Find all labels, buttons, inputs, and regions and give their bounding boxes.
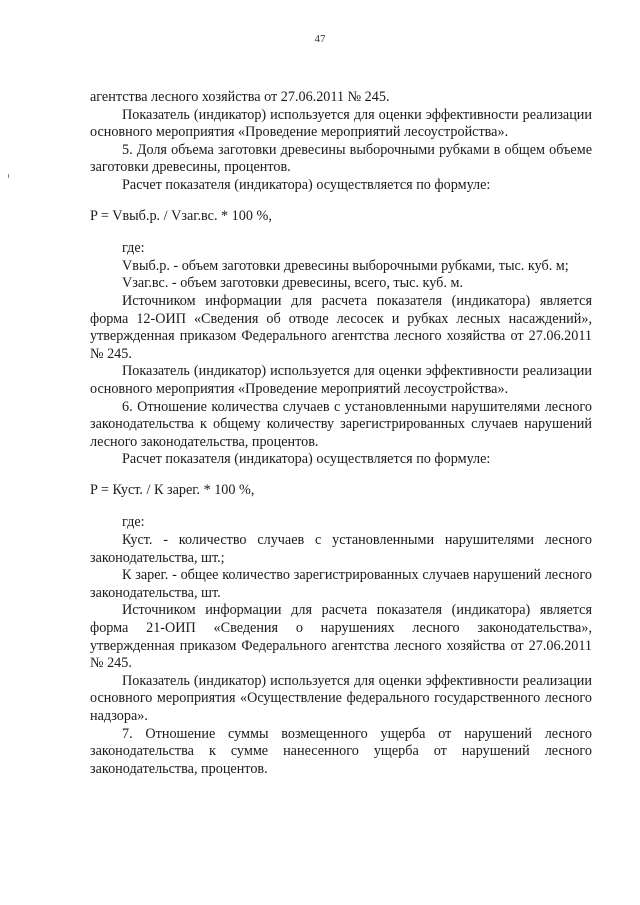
- document-body: [90, 89, 592, 778]
- paragraph: Расчет показателя (индикатора) осуществляется по формуле:: [122, 451, 491, 468]
- paragraph: агентства лесного хозяйства от 27.06.2011 № 245.: [90, 89, 390, 105]
- section-heading-5: 5. Доля объема заготовки древесины выборочными рубками в общем объеме заготовки древесины, процентов.: [90, 141, 592, 176]
- formula-definition: Vзаг.вс. - объем заготовки древесины, всего, тыс. куб. м.: [122, 275, 463, 292]
- formula-definition: К зарег. - общее количество зарегистрированных случаев нарушений лесного законодательства, шт.: [90, 567, 592, 601]
- paragraph: Показатель (индикатор) используется для оценки эффективности реализации основного мероприятия «Проведение мероприятий лесоустройства».: [90, 363, 592, 397]
- paragraph: Источником информации для расчета показателя (индикатора) является форма 21-ОИП «Сведения о нарушениях лесного законодательства», утвержденная приказом Федерального агентства лесного хозяйства от 27.06.2011 № 245.: [90, 602, 592, 672]
- page-number: 47: [314, 33, 326, 45]
- paragraph: Показатель (индикатор) используется для оценки эффективности реализации основного мероприятия «Осуществление федерального государственного лесного надзора».: [90, 672, 592, 724]
- formula-definition: Куст. - количество случаев с установленными нарушителями лесного законодательства, шт.;: [90, 532, 592, 566]
- paragraph: где:: [122, 240, 145, 257]
- paragraph: Источником информации для расчета показателя (индикатора) является форма 12-ОИП «Сведения об отводе лесосек и рубках лесных насаждений», утвержденная приказом Федерального агентства лесного хозяйства от 27.06.2011 № 245.: [90, 292, 592, 362]
- formula: P = Vвыб.р. / Vзаг.вс. * 100 %,: [90, 207, 272, 224]
- section-heading-7: 7. Отношение суммы возмещенного ущерба от нарушений лесного законодательства к сумме нанесенного ущерба от нарушений лесного законодательства, процентов.: [90, 725, 592, 777]
- formula-definition: Vвыб.р. - объем заготовки древесины выборочными рубками, тыс. куб. м;: [122, 257, 569, 274]
- margin-mark: [8, 174, 9, 178]
- paragraph: где:: [122, 514, 145, 531]
- paragraph: Показатель (индикатор) используется для оценки эффективности реализации основного мероприятия «Проведение мероприятий лесоустройства».: [90, 106, 592, 141]
- paragraph: Расчет показателя (индикатора) осуществляется по формуле:: [122, 176, 491, 193]
- section-heading-6: 6. Отношение количества случаев с установленными нарушителями лесного законодательства к общему количеству зарегистрированных случаев нарушений лесного законодательства, процентов.: [90, 398, 592, 450]
- formula: P = Куст. / К зарег. * 100 %,: [90, 481, 255, 498]
